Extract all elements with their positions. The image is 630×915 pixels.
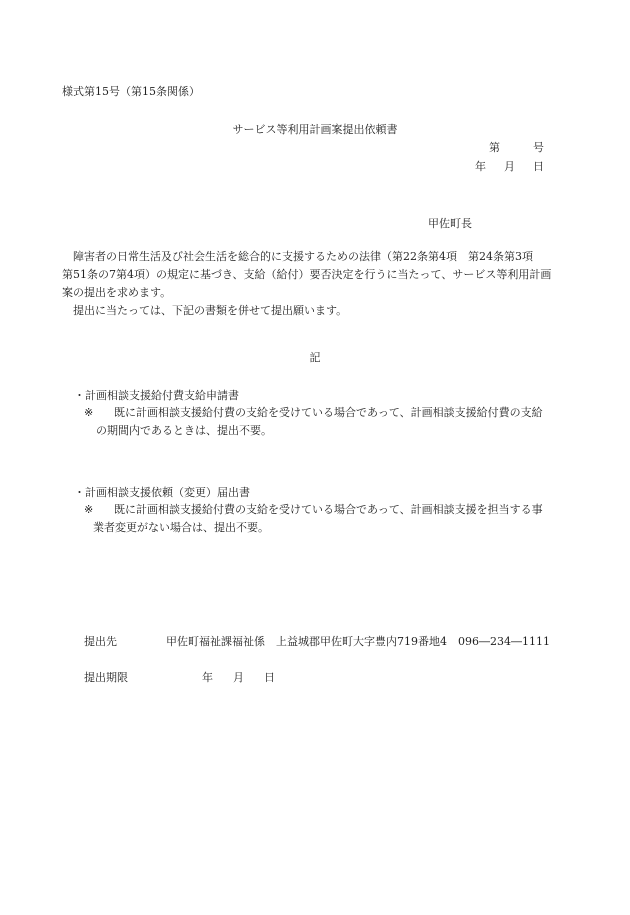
item-title: ・計画相談支援給付費支給申請書 [74,389,239,402]
note-mark: ※ [84,503,94,516]
item-title: ・計画相談支援依頼（変更）届出書 [74,486,250,499]
submission-deadline [84,670,275,686]
body-para1-line3: 案の提出を求めます。 [62,286,172,299]
note-line2: の期間内であるときは、提出不要。 [96,424,272,437]
body-para1-line1: 障害者の日常生活及び社会生活を総合的に支援するための法律（第22条第4項 第24条第3項 [73,250,533,263]
date-month: 月 [504,160,515,173]
deadline-month: 月 [233,671,244,684]
deadline-label: 提出期限 [84,671,128,684]
note-line1: 既に計画相談支援給付費の支給を受けている場合であって、計画相談支援給付費の支給 [114,406,543,419]
submit-to-label: 提出先 [84,635,117,648]
sender-name: 甲佐町長 [428,217,472,230]
deadline-day: 日 [264,671,275,684]
ki-heading: 記 [309,351,321,364]
note-mark: ※ [84,406,94,419]
form-number: 様式第15号（第15条関係） [62,85,200,98]
note-line1: 既に計画相談支援給付費の支給を受けている場合であって、計画相談支援を担当する事 [114,503,543,516]
item-note [84,501,584,537]
document-number [489,140,544,156]
body-para1-line2: 第51条の7第4項）の規定に基づき、支給（給付）要否決定を行うに当たって、サービス等利用計画 [62,268,552,281]
body-para2: 提出に当たっては、下記の書類を併せて提出願います。 [73,304,348,317]
item-note [84,404,584,440]
body-text [62,248,582,320]
doc-number-suffix: 号 [533,141,544,154]
submit-to-value: 甲佐町福祉課福祉係 上益城郡甲佐町大字豊内719番地4 096―234―1111 [166,635,550,648]
date-day: 日 [533,160,544,173]
date-year: 年 [475,160,486,173]
list-item [74,485,584,537]
submit-to [84,634,550,650]
document-date [475,159,544,175]
note-line2: 業者変更がない場合は、提出不要。 [93,521,269,534]
doc-number-prefix: 第 [489,141,500,154]
list-item [74,388,584,440]
document-title: サービス等利用計画案提出依頼書 [232,123,398,136]
deadline-year: 年 [202,671,213,684]
